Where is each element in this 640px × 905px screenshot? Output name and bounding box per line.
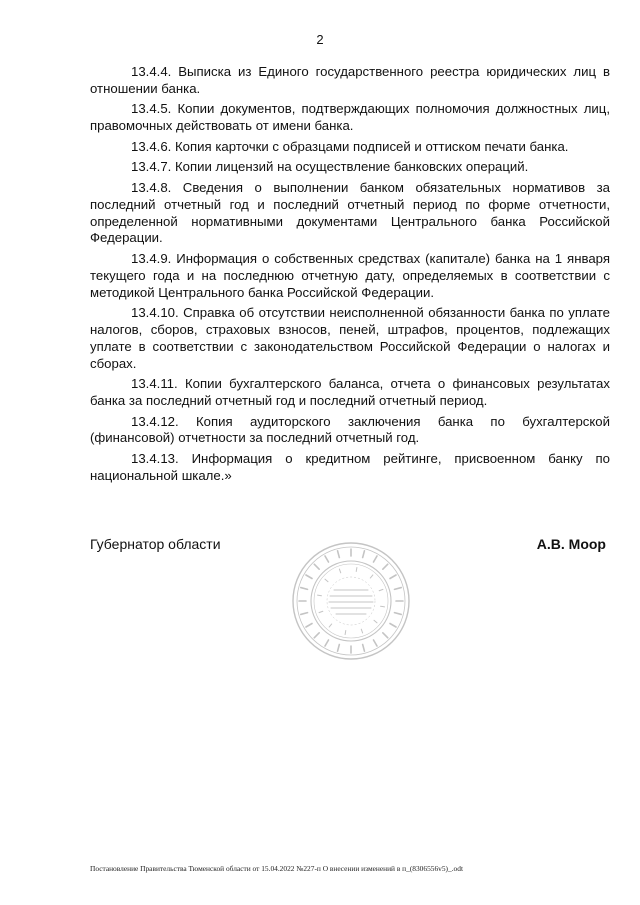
page-number: 2	[316, 32, 324, 47]
paragraph-13-4-11: 13.4.11. Копии бухгалтерского баланса, отчета о финансовых результатах банка за последний отчетный год и последний отчетный период.	[90, 376, 610, 408]
signatory-name: А.В. Моор	[536, 536, 606, 552]
paragraph-13-4-10: 13.4.10. Справка об отсутствии неисполненной обязанности банка по уплате налогов, сборов, страховых взносов, пеней, штрафов, процентов, подлежащих уплате в соответствии с законодательством Российской Федерации о налогах и сборах.	[90, 305, 610, 371]
paragraph-13-4-12: 13.4.12. Копия аудиторского заключения банка по бухгалтерской (финансовой) отчетности за последний отчетный год.	[90, 413, 610, 446]
document-body	[90, 64, 610, 488]
signatory-title: Губернатор области	[90, 536, 221, 552]
official-seal-icon	[290, 540, 412, 662]
paragraph-13-4-6: 13.4.6. Копия карточки с образцами подписей и оттиском печати банка.	[131, 138, 569, 154]
paragraph-13-4-5: 13.4.5. Копии документов, подтверждающих полномочия должностных лиц, правомочных действовать от имени банка.	[90, 101, 610, 134]
paragraph-13-4-8: 13.4.8. Сведения о выполнении банком обязательных нормативов за последний отчетный год и последний отчетный период по форме отчетности, определенной нормативными документами Центрального банка Российской Федерации.	[90, 179, 610, 246]
paragraph-13-4-7: 13.4.7. Копии лицензий на осуществление банковских операций.	[131, 159, 529, 175]
document-footer: Постановление Правительства Тюменской области от 15.04.2022 №227-п О внесении изменений в п_(8306556v5)_.odt	[90, 864, 464, 873]
paragraph-13-4-4: 13.4.4. Выписка из Единого государственного реестра юридических лиц в отношении банка.	[90, 64, 610, 96]
paragraph-13-4-9: 13.4.9. Информация о собственных средствах (капитале) банка на 1 января текущего года и на последнюю отчетную дату, определяемых в соответствии с методикой Центрального банка Российской Федерации.	[90, 250, 610, 300]
signature-block	[90, 536, 606, 556]
paragraph-13-4-13: 13.4.13. Информация о кредитном рейтинге, присвоенном банку по национальной шкале.»	[90, 450, 610, 483]
